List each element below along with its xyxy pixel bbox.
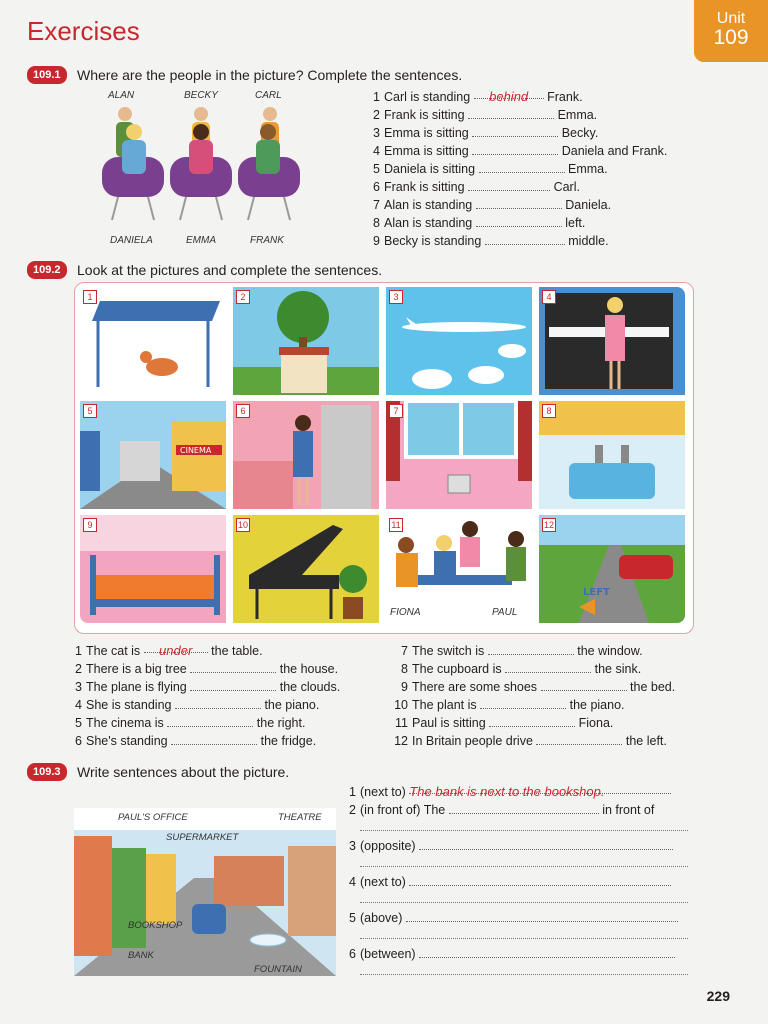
sentence-text: middle.	[568, 234, 609, 248]
label-fountain: FOUNTAIN	[254, 964, 302, 975]
sentence-text: the table.	[211, 644, 263, 658]
people-illustration	[98, 102, 308, 232]
answer-line[interactable]	[360, 829, 688, 831]
item-number: 1	[349, 785, 356, 799]
label-theatre: THEATRE	[278, 812, 322, 823]
sentences-109-3	[342, 783, 692, 975]
sentence-row	[68, 732, 340, 750]
item-prompt: (next to)	[360, 875, 406, 889]
answer-blank[interactable]	[190, 680, 276, 691]
picture-number: 12	[543, 520, 554, 530]
sentence-text: The cat is	[86, 644, 141, 658]
sentences-109-2-right	[388, 642, 675, 750]
sentence-row	[68, 714, 340, 732]
label-bookshop: BOOKSHOP	[128, 920, 183, 931]
fiona-label: FIONA	[390, 607, 421, 618]
sentence-number: 3	[75, 680, 82, 694]
answer-blank[interactable]	[541, 680, 627, 691]
sentence-text: There are some shoes	[412, 680, 538, 694]
sentence-text: The cupboard is	[412, 662, 502, 676]
picture-number: 9	[83, 518, 97, 532]
sentence-text: the clouds.	[279, 680, 341, 694]
sentence-text: Frank is sitting	[384, 108, 465, 122]
item-prompt: (opposite)	[360, 839, 416, 853]
sentence-text: the bed.	[630, 680, 676, 694]
writing-item	[342, 801, 692, 819]
label-supermarket: SUPERMARKET	[166, 832, 239, 843]
answer-blank[interactable]	[505, 662, 591, 673]
item-number: 4	[349, 875, 356, 889]
sentence-row	[68, 660, 340, 678]
picture-5	[80, 401, 226, 509]
picture-1	[80, 287, 226, 395]
sentence-number: 6	[373, 180, 380, 194]
answer-blank[interactable]	[144, 642, 208, 658]
sentence-text: Becky is standing	[384, 234, 482, 248]
sentence-text: She's standing	[86, 734, 168, 748]
answer-line[interactable]	[406, 911, 678, 922]
sentence-row	[388, 732, 675, 750]
sentence-text: The plant is	[412, 698, 477, 712]
sentences-109-1	[366, 88, 667, 250]
picture-7	[386, 401, 532, 509]
item-prompt: (above)	[360, 911, 403, 925]
sentence-text: the piano.	[569, 698, 625, 712]
sentence-row	[366, 106, 667, 124]
page-number: 229	[706, 988, 730, 1004]
picture-number: 7	[389, 404, 403, 418]
answer-blank[interactable]	[190, 662, 276, 673]
answer-blank[interactable]	[167, 716, 253, 727]
item-number: 2	[349, 803, 356, 817]
sentence-number: 5	[373, 162, 380, 176]
sentence-text: Emma.	[567, 162, 608, 176]
sentence-text: Frank.	[547, 90, 583, 104]
picture-number: 8	[542, 404, 556, 418]
item-number: 5	[349, 911, 356, 925]
exercise-badge-109-1: 109.1	[27, 66, 67, 84]
picture-number: 3	[389, 290, 403, 304]
sentence-number: 8	[401, 662, 408, 676]
sentence-text: The plane is flying	[86, 680, 187, 694]
sentence-text: the window.	[577, 644, 643, 658]
picture-number: 10	[237, 520, 248, 530]
sentence-number: 11	[395, 716, 408, 730]
item-prompt: (next to)	[360, 785, 406, 799]
unit-tab	[694, 0, 768, 62]
answer-line[interactable]	[409, 783, 671, 799]
sentence-text: In Britain people drive	[412, 734, 533, 748]
answer-line[interactable]	[360, 901, 688, 903]
sentence-row	[366, 196, 667, 214]
name-carl: CARL	[255, 90, 282, 101]
picture-number: 4	[542, 290, 556, 304]
sentence-text: The cinema is	[86, 716, 164, 730]
answer-blank[interactable]	[479, 162, 565, 173]
label-bank: BANK	[128, 950, 154, 961]
exercise-instruction-109-1: Where are the people in the picture? Complete the sentences.	[77, 67, 463, 83]
page-title: Exercises	[27, 16, 140, 46]
sentence-row	[68, 696, 340, 714]
answer-line[interactable]	[409, 875, 671, 886]
picture-2	[233, 287, 379, 395]
sentence-number: 7	[401, 644, 408, 658]
sentence-text: Daniela.	[565, 198, 612, 212]
picture-9	[80, 515, 226, 623]
name-alan: ALAN	[108, 90, 135, 101]
sentence-row	[366, 160, 667, 178]
paul-label: PAUL	[492, 607, 518, 618]
sentence-number: 9	[401, 680, 408, 694]
item-number: 6	[349, 947, 356, 961]
sentence-number: 4	[75, 698, 82, 712]
sentence-row	[366, 232, 667, 250]
sentence-row	[366, 88, 667, 106]
writing-item	[342, 873, 692, 891]
sentence-text: Daniela and Frank.	[561, 144, 668, 158]
sentence-text: left.	[565, 216, 586, 230]
sentence-text: Carl.	[553, 180, 580, 194]
sentence-number: 3	[373, 126, 380, 140]
answer-blank[interactable]	[489, 716, 575, 727]
answer-blank[interactable]	[480, 698, 566, 709]
answer-blank[interactable]	[171, 734, 257, 745]
sentence-number: 12	[394, 734, 408, 748]
writing-item	[342, 945, 692, 963]
street-illustration	[74, 808, 336, 976]
item-text: The	[423, 803, 446, 817]
answer-text: behind	[489, 89, 529, 104]
answer-blank[interactable]	[472, 126, 558, 137]
exercise-instruction-109-2: Look at the pictures and complete the sentences.	[77, 262, 383, 278]
sentence-text: the right.	[256, 716, 306, 730]
exercise-badge-109-2: 109.2	[27, 261, 67, 279]
sentence-text: Becky.	[561, 126, 599, 140]
sentence-number: 2	[75, 662, 82, 676]
answer-blank[interactable]	[476, 198, 562, 209]
sentence-text: the piano.	[264, 698, 320, 712]
sentence-text: the fridge.	[260, 734, 317, 748]
sentence-text: Carl is standing	[384, 90, 471, 104]
sentence-text: Alan is standing	[384, 198, 473, 212]
sentence-row	[388, 714, 675, 732]
item-prompt: (between)	[360, 947, 416, 961]
sentence-row	[388, 678, 675, 696]
sentence-number: 2	[373, 108, 380, 122]
sentence-number: 9	[373, 234, 380, 248]
answer-blank[interactable]	[468, 180, 550, 191]
name-daniela: DANIELA	[110, 235, 153, 246]
name-frank: FRANK	[250, 235, 284, 246]
sentence-number: 1	[75, 644, 82, 658]
writing-item	[342, 837, 692, 855]
picture-6	[233, 401, 379, 509]
name-emma: EMMA	[186, 235, 216, 246]
sentence-text: Paul is sitting	[412, 716, 486, 730]
cinema-sign: CINEMA	[180, 446, 212, 455]
sentence-number: 8	[373, 216, 380, 230]
left-sign: LEFT	[583, 587, 610, 598]
answer-line[interactable]	[360, 937, 688, 939]
picture-number: 11	[389, 518, 403, 532]
answer-blank[interactable]	[175, 698, 261, 709]
answer-line[interactable]	[360, 973, 688, 975]
answer-text: The bank is next to the bookshop.	[409, 784, 605, 799]
sentence-text: Fiona.	[578, 716, 614, 730]
answer-line[interactable]	[419, 947, 675, 958]
sentence-number: 4	[373, 144, 380, 158]
sentence-text: Emma.	[557, 108, 598, 122]
sentence-row	[388, 696, 675, 714]
sentence-text: Emma is sitting	[384, 126, 469, 140]
sentence-text: the house.	[279, 662, 339, 676]
answer-line[interactable]	[360, 865, 688, 867]
writing-item	[342, 783, 692, 801]
sentence-number: 1	[373, 90, 380, 104]
exercise-badge-109-3: 109.3	[27, 763, 67, 781]
sentence-row	[68, 678, 340, 696]
item-text: in front of	[602, 803, 655, 817]
sentence-number: 10	[394, 698, 408, 712]
picture-11	[386, 515, 532, 623]
sentence-row	[388, 660, 675, 678]
sentence-text: the sink.	[594, 662, 642, 676]
unit-number: 109	[713, 26, 749, 49]
item-prompt: (in front of)	[360, 803, 421, 817]
sentence-number: 7	[373, 198, 380, 212]
sentence-number: 5	[75, 716, 82, 730]
picture-number: 5	[83, 404, 97, 418]
picture-4	[539, 287, 685, 395]
sentence-text: Emma is sitting	[384, 144, 469, 158]
answer-blank[interactable]	[488, 644, 574, 655]
label-pauls-office: PAUL'S OFFICE	[118, 812, 188, 823]
sentence-text: Daniela is sitting	[384, 162, 476, 176]
answer-blank[interactable]	[536, 734, 622, 745]
unit-label: Unit	[716, 10, 746, 27]
answer-blank[interactable]	[474, 88, 544, 104]
picture-number: 1	[83, 290, 97, 304]
answer-blank[interactable]	[485, 234, 565, 245]
exercise-instruction-109-3: Write sentences about the picture.	[77, 764, 290, 780]
sentence-text: There is a big tree	[86, 662, 187, 676]
sentence-number: 6	[75, 734, 82, 748]
sentence-text: She is standing	[86, 698, 172, 712]
sentences-109-2-left	[68, 642, 340, 750]
sentence-row	[366, 124, 667, 142]
sentence-text: the left.	[625, 734, 667, 748]
picture-10	[233, 515, 379, 623]
answer-line[interactable]	[449, 803, 599, 814]
picture-12	[539, 515, 685, 623]
picture-8	[539, 401, 685, 509]
answer-text: under	[159, 643, 193, 658]
writing-item	[342, 909, 692, 927]
answer-blank[interactable]	[476, 216, 562, 227]
sentence-row	[366, 178, 667, 196]
sentence-row	[388, 642, 675, 660]
answer-blank[interactable]	[468, 108, 554, 119]
sentence-row	[366, 142, 667, 160]
answer-line[interactable]	[419, 839, 673, 850]
picture-grid	[74, 282, 694, 634]
sentence-row	[68, 642, 340, 660]
name-becky: BECKY	[184, 90, 218, 101]
sentence-text: Alan is standing	[384, 216, 473, 230]
picture-number: 6	[236, 404, 250, 418]
sentence-text: Frank is sitting	[384, 180, 465, 194]
picture-number: 2	[236, 290, 250, 304]
sentence-row	[366, 214, 667, 232]
item-number: 3	[349, 839, 356, 853]
answer-blank[interactable]	[472, 144, 558, 155]
sentence-text: The switch is	[412, 644, 485, 658]
picture-3	[386, 287, 532, 395]
